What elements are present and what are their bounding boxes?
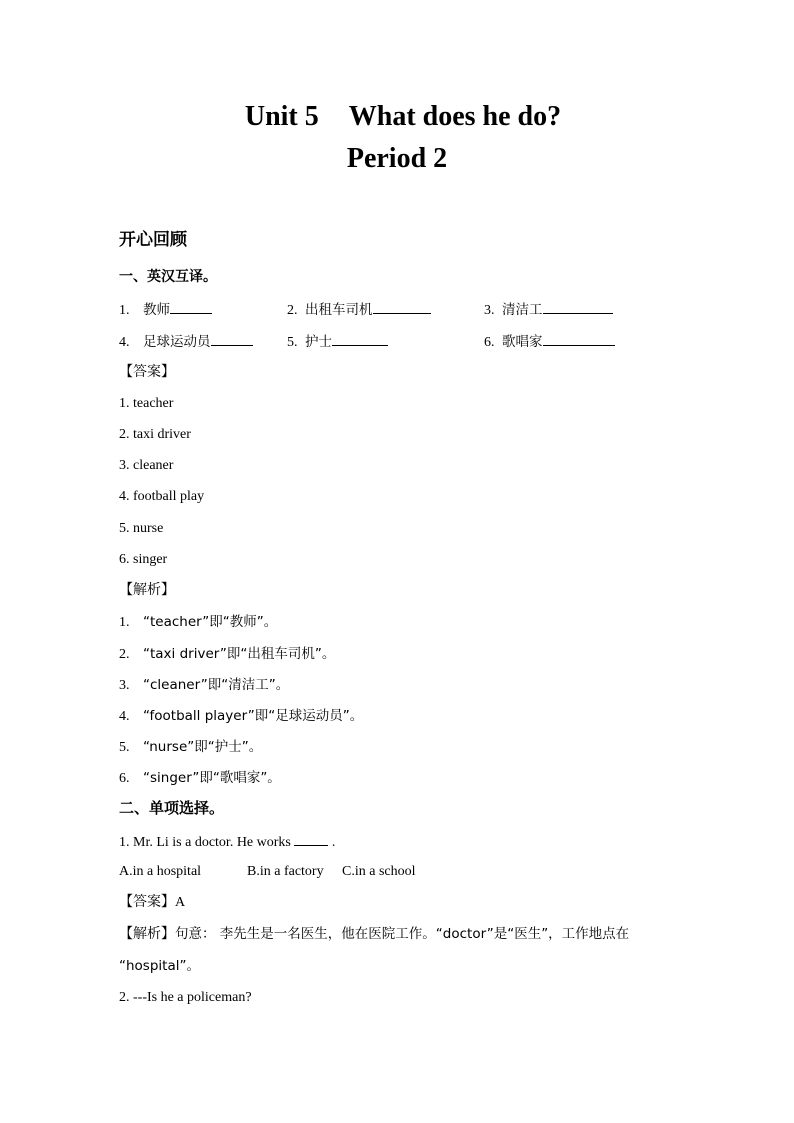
analysis-line: 5. “nurse”即“护士”。 <box>119 739 263 755</box>
answer-blank <box>170 300 212 314</box>
vocab-item-1: 1. 教师 <box>119 300 212 320</box>
part2-title: 二、单项选择。 <box>119 799 225 817</box>
analysis-line: 3. “cleaner”即“清洁工”。 <box>119 677 290 693</box>
answer-line: 3. cleaner <box>119 458 174 473</box>
unit-title <box>0 100 794 134</box>
question-1-answer: 【答案】A <box>119 894 186 910</box>
vocab-item-6: 6. 歌唱家 <box>484 332 615 352</box>
answer-blank <box>332 332 388 346</box>
analysis-line: 6. “singer”即“歌唱家”。 <box>119 770 281 786</box>
vocab-item-5: 5. 护士 <box>287 332 388 352</box>
answer-line: 1. teacher <box>119 396 174 411</box>
part1-title: 一、英汉互译。 <box>119 269 217 285</box>
question-2-stem: 2. ---Is he a policeman? <box>119 990 252 1005</box>
period-title: Period 2 <box>346 143 448 174</box>
analysis-line: 2. “taxi driver”即“出租车司机”。 <box>119 646 336 662</box>
answer-blank <box>543 300 613 314</box>
unit-question: What does he do? <box>348 101 562 132</box>
answer-blank <box>211 332 253 346</box>
answer-blank <box>543 332 615 346</box>
analysis-line: 1. “teacher”即“教师”。 <box>119 614 278 630</box>
answer-line: 5. nurse <box>119 521 164 536</box>
analysis-label: 【解析】 <box>119 582 175 598</box>
vocab-item-3: 3. 清洁工 <box>484 300 613 320</box>
vocab-item-2: 2. 出租车司机 <box>287 300 431 320</box>
analysis-line: 4. “football player”即“足球运动员”。 <box>119 708 364 724</box>
vocab-item-4: 4. 足球运动员 <box>119 332 253 352</box>
answer-blank <box>373 300 431 314</box>
answer-blank <box>294 832 328 846</box>
option-b: B.in a factory <box>247 864 324 879</box>
question-1-analysis: 【解析】句意： 李先生是一名医生，他在医院工作。“doctor”是“医生”，工作地点在 <box>119 926 630 942</box>
answer-line: 6. singer <box>119 552 168 567</box>
option-a: A.in a hospital <box>119 864 202 879</box>
unit-number: Unit 5 <box>244 101 319 132</box>
section-heading: 开心回顾 <box>119 230 187 250</box>
answer-label: 【答案】 <box>119 364 175 380</box>
answer-line: 2. taxi driver <box>119 427 191 442</box>
answer-line: 4. football play <box>119 489 205 504</box>
question-1-analysis-cont: “hospital”。 <box>119 958 200 974</box>
question-1-stem: 1. Mr. Li is a doctor. He works . <box>119 832 335 852</box>
option-c: C.in a school <box>342 864 416 879</box>
